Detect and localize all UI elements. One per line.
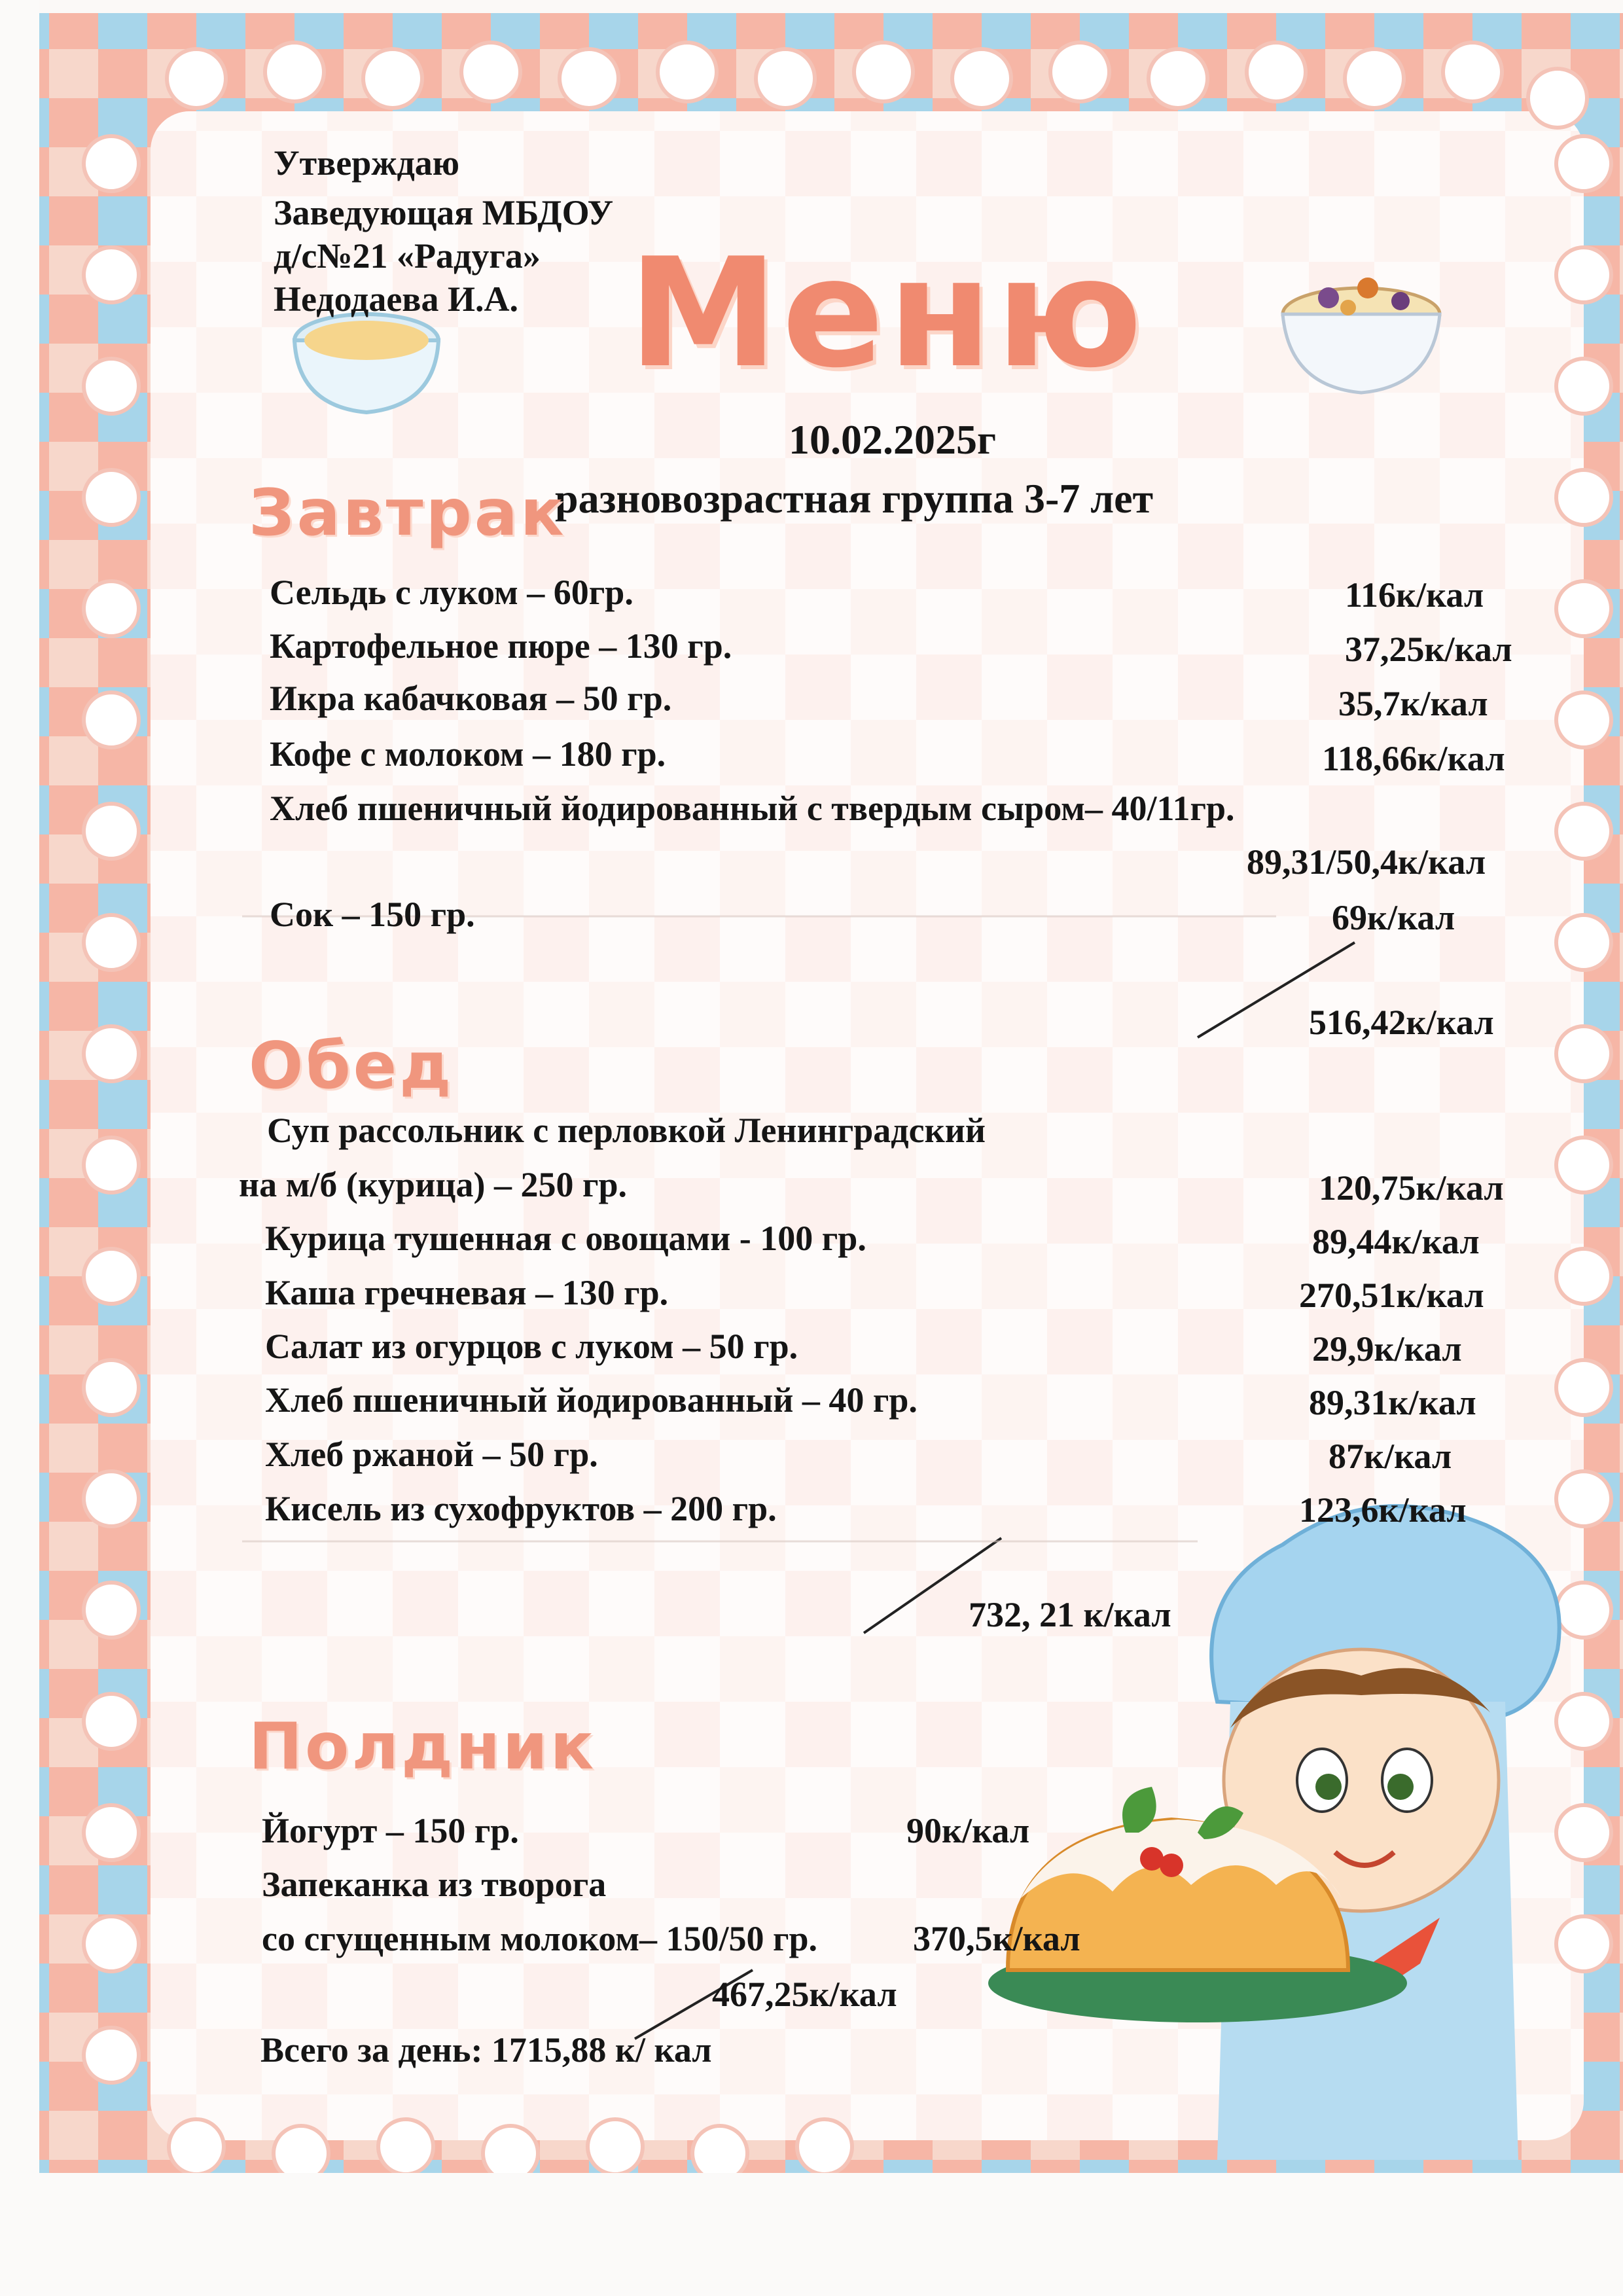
snack-kcal-2: 370,5к/кал — [913, 1919, 1080, 1958]
snack-total: 467,25к/кал — [712, 1975, 897, 2014]
breakfast-item-3: Икра кабачковая – 50 гр. — [270, 679, 672, 718]
snack-heading: Полдник — [249, 1710, 597, 1784]
lunch-kcal-3: 270,51к/кал — [1299, 1276, 1484, 1315]
lunch-item-2: Курица тушенная с овощами - 100 гр. — [265, 1219, 866, 1258]
menu-title: Меню — [628, 226, 1147, 401]
approval-line-3: д/с№21 «Радуга» — [274, 236, 541, 276]
snack-item-2-line-2: со сгущенным молоком– 150/50 гр. — [262, 1919, 818, 1958]
breakfast-item-4: Кофе с молоком – 180 гр. — [270, 734, 666, 774]
breakfast-kcal-4: 118,66к/кал — [1322, 739, 1505, 778]
lunch-item-1-line-2: на м/б (курица) – 250 гр. — [239, 1165, 628, 1204]
lunch-total: 732, 21 к/кал — [969, 1595, 1171, 1634]
lunch-heading: Обед — [249, 1029, 454, 1103]
lunch-kcal-2: 89,44к/кал — [1312, 1222, 1480, 1261]
lunch-item-7: Кисель из сухофруктов – 200 гр. — [265, 1489, 777, 1528]
breakfast-kcal-2: 37,25к/кал — [1345, 630, 1512, 669]
day-total: Всего за день: 1715,88 к/ кал — [260, 2030, 712, 2070]
approval-line-1: Утверждаю — [274, 143, 460, 183]
lunch-kcal-5: 89,31к/кал — [1309, 1383, 1476, 1422]
lunch-item-3: Каша гречневая – 130 гр. — [265, 1273, 669, 1312]
lunch-kcal-4: 29,9к/кал — [1312, 1329, 1462, 1369]
lunch-kcal-6: 87к/кал — [1329, 1437, 1452, 1476]
breakfast-item-2: Картофельное пюре – 130 гр. — [270, 626, 732, 666]
lunch-item-4: Салат из огурцов с луком – 50 гр. — [265, 1327, 798, 1366]
breakfast-item-5: Хлеб пшеничный йодированный с твердым сыром– 40/11гр. — [270, 789, 1235, 828]
lunch-item-1: Суп рассольник с перловкой Ленинградский — [267, 1111, 986, 1150]
lunch-kcal-7: 123,6к/кал — [1299, 1490, 1467, 1530]
breakfast-item-1: Сельдь с луком – 60гр. — [270, 573, 633, 612]
lunch-kcal-1: 120,75к/кал — [1319, 1168, 1504, 1208]
breakfast-heading: Завтрак — [249, 476, 567, 550]
breakfast-kcal-3: 35,7к/кал — [1338, 684, 1488, 723]
menu-date: 10.02.2025г — [789, 416, 997, 463]
breakfast-kcal-6: 69к/кал — [1332, 898, 1455, 937]
lunch-item-6: Хлеб ржаной – 50 гр. — [265, 1435, 598, 1474]
breakfast-kcal-1: 116к/кал — [1345, 575, 1484, 615]
snack-item-1: Йогурт – 150 гр. — [262, 1811, 519, 1850]
approval-line-2: Заведующая МБДОУ — [274, 193, 614, 232]
approval-line-4: Недодаева И.А. — [274, 279, 518, 319]
age-group: разновозрастная группа 3-7 лет — [555, 475, 1153, 522]
breakfast-item-6: Сок – 150 гр. — [270, 895, 475, 934]
snack-item-2: Запеканка из творога — [262, 1865, 607, 1904]
breakfast-kcal-5: 89,31/50,4к/кал — [1247, 842, 1486, 882]
snack-kcal-1: 90к/кал — [906, 1811, 1030, 1850]
breakfast-total: 516,42к/кал — [1309, 1003, 1494, 1042]
lunch-item-5: Хлеб пшеничный йодированный – 40 гр. — [265, 1380, 918, 1420]
